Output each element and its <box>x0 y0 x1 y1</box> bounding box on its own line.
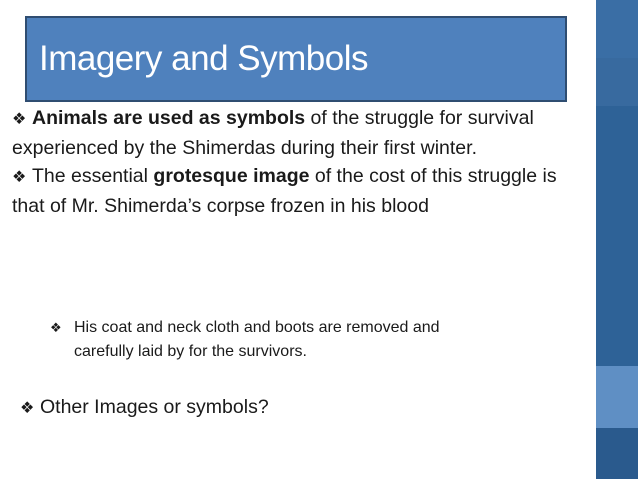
side-bar-segment <box>596 0 638 58</box>
bullet-text: The essential <box>32 165 154 187</box>
side-bar-segment-highlight <box>596 366 638 428</box>
title-banner <box>25 16 567 102</box>
sub-bullet-text-line2: carefully laid by for the survivors. <box>74 343 307 360</box>
bullet-text: of the struggle for survival experienced by the Shimerdas during their first winter. <box>12 107 534 159</box>
bullet-bold-text: Animals are used as symbols <box>32 107 306 129</box>
bullet-text: of the cost of this struggle is that of Mr. Shimerda’s corpse frozen in his blood <box>12 165 557 217</box>
bullet-text: Other Images or symbols? <box>40 396 269 418</box>
diamond-bullet-icon: ❖ <box>12 111 27 128</box>
side-bar-segment <box>596 58 638 106</box>
bullet-item <box>12 104 590 162</box>
sub-bullet-text-line1: His coat and neck cloth and boots are removed and <box>74 319 440 336</box>
bullet-item <box>20 393 269 423</box>
diamond-bullet-icon: ❖ <box>20 400 35 417</box>
bullet-list <box>12 104 590 220</box>
side-bar-segment <box>596 428 638 479</box>
sub-bullet-item <box>50 316 520 364</box>
bullet-item <box>12 162 590 220</box>
slide-title: Imagery and Symbols <box>39 39 368 78</box>
bullet-bold-text: grotesque image <box>153 165 310 187</box>
diamond-bullet-icon: ❖ <box>12 169 27 186</box>
side-decoration-bar <box>596 0 638 479</box>
diamond-bullet-icon: ❖ <box>50 320 62 335</box>
side-bar-segment <box>596 106 638 366</box>
